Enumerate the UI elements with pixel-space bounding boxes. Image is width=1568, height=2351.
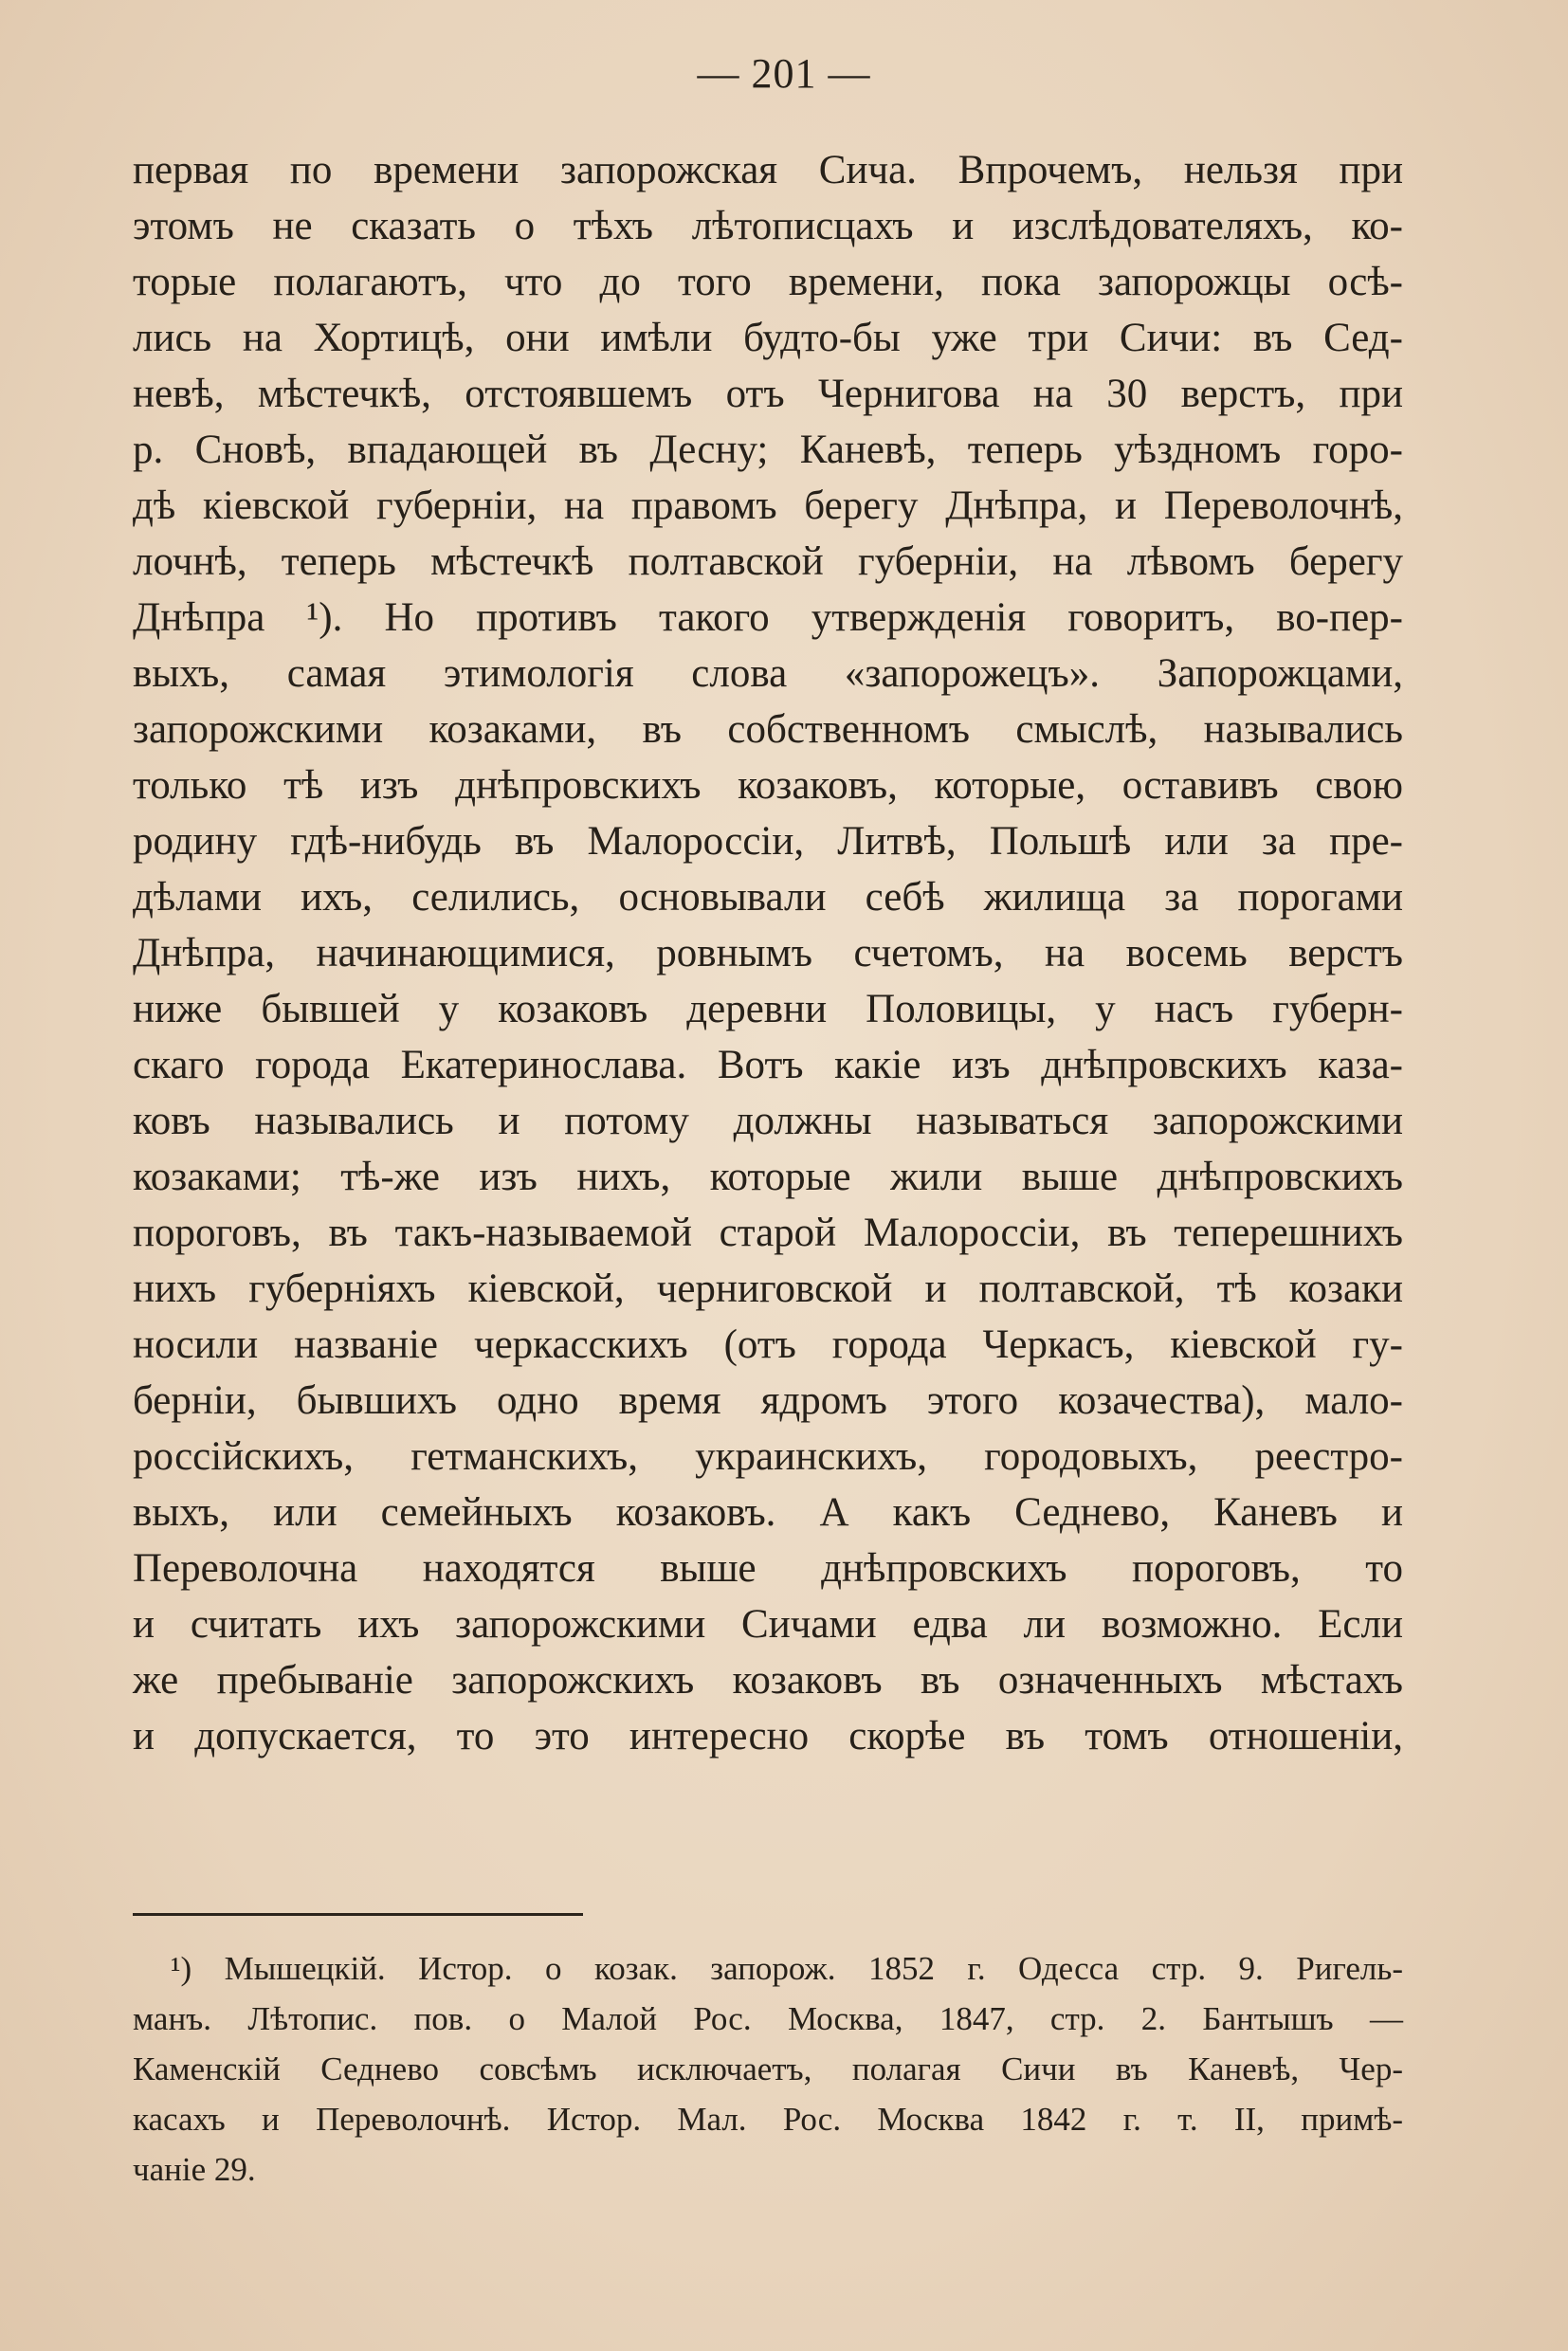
body-line: родину гдѣ-нибудь въ Малороссіи, Литвѣ, Польшѣ или за пре- — [133, 819, 1403, 864]
body-line: берніи, бывшихъ одно время ядромъ этого козачества), мало- — [133, 1378, 1403, 1423]
body-line: носили названіе черкасскихъ (отъ города Черкасъ, кіевской гу- — [133, 1322, 1403, 1367]
body-line: и допускается, то это интересно скорѣе въ томъ отношеніи, — [133, 1714, 1403, 1759]
body-line: и считать ихъ запорожскими Сичами едва ли возможно. Если — [133, 1602, 1403, 1647]
footnote-line: чаніе 29. — [133, 2151, 256, 2188]
body-line: дѣ кіевской губерніи, на правомъ берегу Днѣпра, и Переволочнѣ, — [133, 483, 1403, 528]
body-line: только тѣ изъ днѣпровскихъ козаковъ, которые, оставивъ свою — [133, 763, 1403, 808]
body-line: лочнѣ, теперь мѣстечкѣ полтавской губерніи, на лѣвомъ берегу — [133, 539, 1403, 584]
footnote-line: касахъ и Переволочнѣ. Истор. Мал. Рос. Москва 1842 г. т. II, примѣ- — [133, 2101, 1403, 2138]
body-line: торые полагаютъ, что до того времени, пока запорожцы осѣ- — [133, 260, 1403, 304]
body-line: первая по времени запорожская Сича. Впрочемъ, нельзя при — [133, 148, 1403, 192]
page-number: — 201 — — [697, 50, 871, 97]
body-line: запорожскими козаками, въ собственномъ смыслѣ, назывались — [133, 707, 1403, 752]
body-line: ковъ назывались и потому должны называться запорожскими — [133, 1099, 1403, 1143]
body-line: Днѣпра ¹). Но противъ такого утвержденія говоритъ, во-пер- — [133, 595, 1403, 640]
body-line: Днѣпра, начинающимися, ровнымъ счетомъ, на восемь верстъ — [133, 931, 1403, 975]
body-line: же пребываніе запорожскихъ козаковъ въ означенныхъ мѣстахъ — [133, 1658, 1403, 1703]
body-line: дѣлами ихъ, селились, основывали себѣ жилища за порогами — [133, 875, 1403, 920]
footnotes — [133, 1943, 1403, 2195]
body-line: скаго города Екатеринослава. Вотъ какіе изъ днѣпровскихъ каза- — [133, 1043, 1403, 1087]
footnote-line: ¹) Мышецкій. Истор. о козак. запорож. 1852 г. Одесса стр. 9. Ригель- — [171, 1950, 1403, 1987]
footnote-line: манъ. Лѣтопис. пов. о Малой Рос. Москва, 1847, стр. 2. Бантышъ — — [133, 2000, 1403, 2037]
body-line: россійскихъ, гетманскихъ, украинскихъ, городовыхъ, реестро- — [133, 1434, 1403, 1479]
body-line: выхъ, самая этимологія слова «запорожецъ». Запорожцами, — [133, 651, 1403, 696]
body-line: невѣ, мѣстечкѣ, отстоявшемъ отъ Чернигова на 30 верстъ, при — [133, 372, 1403, 416]
body-line: выхъ, или семейныхъ козаковъ. А какъ Седнево, Каневъ и — [133, 1490, 1403, 1535]
body-line: р. Сновѣ, впадающей въ Десну; Каневѣ, теперь уѣздномъ горо- — [133, 428, 1403, 472]
body-line: нихъ губерніяхъ кіевской, черниговской и полтавской, тѣ козаки — [133, 1267, 1403, 1311]
body-line: пороговъ, въ такъ-называемой старой Малороссіи, въ теперешнихъ — [133, 1211, 1403, 1255]
footnote-separator — [133, 1913, 583, 1916]
body-line: ниже бывшей у козаковъ деревни Половицы, у насъ губерн- — [133, 987, 1403, 1031]
footnote-line: Каменскій Седнево совсѣмъ исключаетъ, полагая Сичи въ Каневѣ, Чер- — [133, 2050, 1403, 2087]
body-text — [133, 142, 1403, 1764]
body-line: Переволочна находятся выше днѣпровскихъ пороговъ, то — [133, 1546, 1403, 1591]
body-line: лись на Хортицѣ, они имѣли будто-бы уже три Сичи: въ Сед- — [133, 316, 1403, 360]
body-line: козаками; тѣ-же изъ нихъ, которые жили выше днѣпровскихъ — [133, 1155, 1403, 1199]
body-line: этомъ не сказать о тѣхъ лѣтописцахъ и изслѣдователяхъ, ко- — [133, 204, 1403, 248]
